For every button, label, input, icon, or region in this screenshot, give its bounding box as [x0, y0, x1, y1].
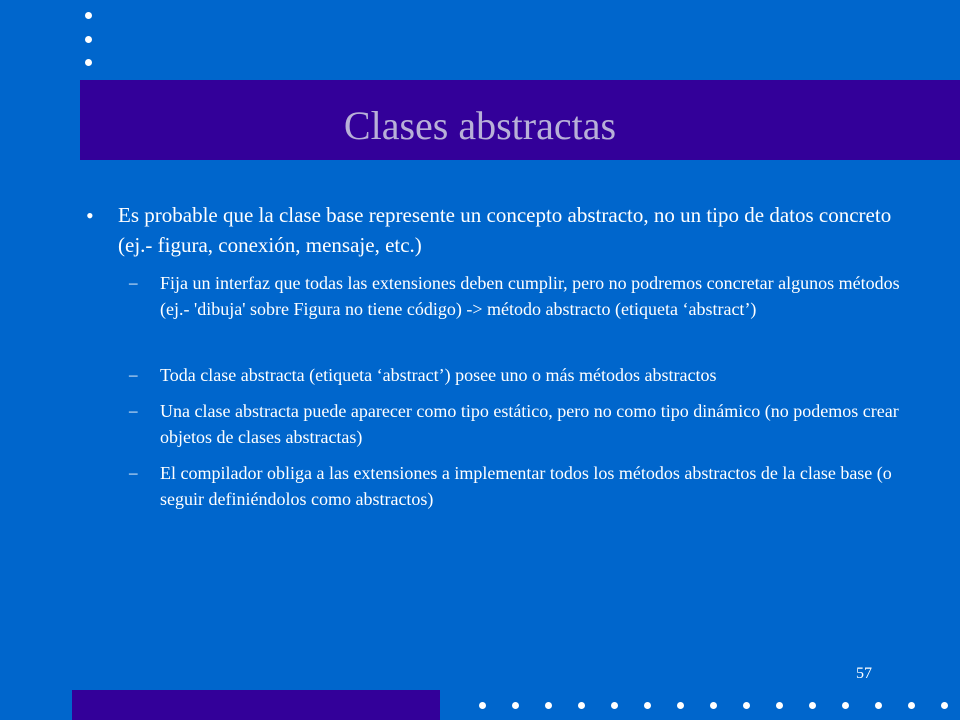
- footer-bar: [72, 690, 440, 720]
- decor-dot: [941, 702, 948, 709]
- decor-dot: [611, 702, 618, 709]
- decor-dot: [644, 702, 651, 709]
- decor-dot: [908, 702, 915, 709]
- decor-dot: [710, 702, 717, 709]
- sub-bullet-text: Una clase abstracta puede aparecer como tipo estático, pero no como tipo dinámico (no podemos crear objetos de clases abstractas): [160, 401, 899, 447]
- sub-bullet-marker: –: [129, 401, 138, 420]
- decor-dot: [578, 702, 585, 709]
- slide-title: Clases abstractas: [343, 103, 617, 148]
- decor-dot: [677, 702, 684, 709]
- decor-dot: [743, 702, 750, 709]
- decor-dot: [776, 702, 783, 709]
- sub-bullet-marker: –: [129, 463, 138, 482]
- sub-bullet-marker: –: [129, 365, 138, 384]
- decor-dot: [875, 702, 882, 709]
- sub-bullet-text: Fija un interfaz que todas las extensiones deben cumplir, pero no podremos concretar algunos métodos (ej.- 'dibuja' sobre Figura no tiene código) -> método abstracto (etiqueta ‘abstract’): [160, 273, 900, 319]
- page-number: 57: [856, 665, 872, 682]
- decor-dot: [842, 702, 849, 709]
- decor-dot: [479, 702, 486, 709]
- sub-bullet-text: El compilador obliga a las extensiones a implementar todos los métodos abstractos de la clase base (o seguir definiéndolos como abstractos): [160, 463, 892, 509]
- decor-dot: [512, 702, 519, 709]
- sub-bullet-marker: –: [129, 273, 138, 292]
- decor-dot: [809, 702, 816, 709]
- bullet-text: Es probable que la clase base represente un concepto abstracto, no un tipo de datos concreto (ej.- figura, conexión, mensaje, etc.): [118, 203, 892, 257]
- decor-dot: [545, 702, 552, 709]
- bullet-marker: •: [86, 203, 94, 228]
- sub-bullet-text: Toda clase abstracta (etiqueta ‘abstract’) posee uno o más métodos abstractos: [160, 365, 717, 385]
